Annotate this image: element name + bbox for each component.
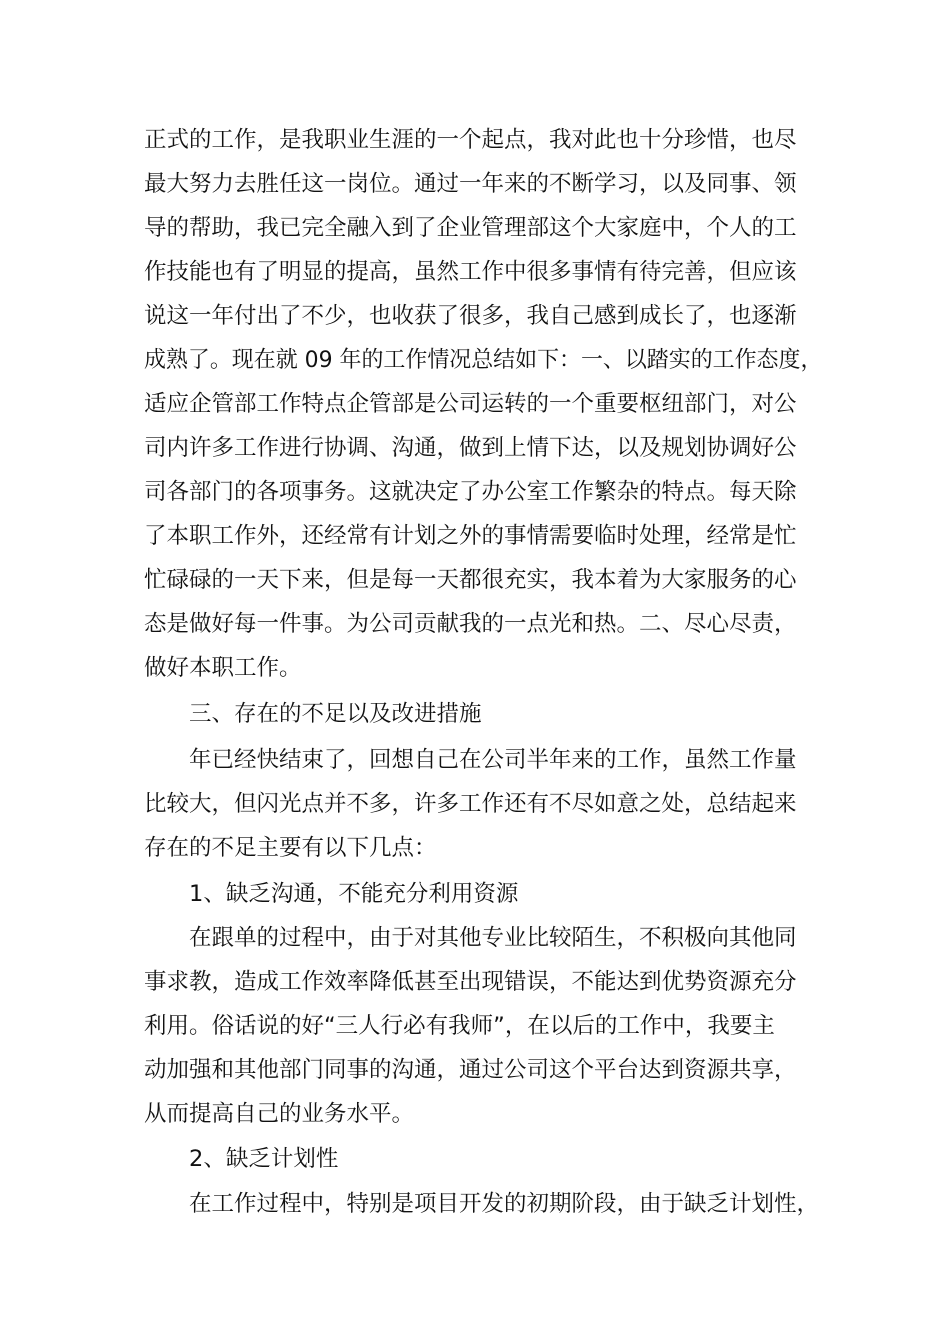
text-line: 年已经快结束了，回想自己在公司半年来的工作，虽然工作量: [189, 747, 797, 773]
text-line: 了本职工作外，还经常有计划之外的事情需要临时处理，经常是忙: [144, 523, 797, 549]
text-line: 做好本职工作。: [144, 655, 302, 681]
subsection-heading: 2、缺乏计划性: [189, 1146, 339, 1172]
text-line: 在工作过程中，特别是项目开发的初期阶段，由于缺乏计划性，: [189, 1191, 820, 1217]
section-heading: 三、存在的不足以及改进措施: [189, 701, 482, 727]
text-line: 司内许多工作进行协调、沟通，做到上情下达，以及规划协调好公: [144, 435, 797, 461]
text-line: 在跟单的过程中，由于对其他专业比较陌生，不积极向其他同: [189, 925, 797, 951]
text-line: 成熟了。现在就 09 年的工作情况总结如下：一、以踏实的工作态度，: [144, 347, 823, 373]
text-line: 正式的工作，是我职业生涯的一个起点，我对此也十分珍惜，也尽: [144, 127, 797, 153]
text-line: 态是做好每一件事。为公司贡献我的一点光和热。二、尽心尽责，: [144, 611, 797, 637]
text-line: 说这一年付出了不少，也收获了很多，我自己感到成长了，也逐渐: [144, 303, 797, 329]
text-line: 存在的不足主要有以下几点：: [144, 835, 437, 861]
text-line: 司各部门的各项事务。这就决定了办公室工作繁杂的特点。每天除: [144, 479, 797, 505]
text-line: 适应企管部工作特点企管部是公司运转的一个重要枢纽部门，对公: [144, 391, 797, 417]
text-line: 导的帮助，我已完全融入到了企业管理部这个大家庭中，个人的工: [144, 215, 797, 241]
text-line: 作技能也有了明显的提高，虽然工作中很多事情有待完善，但应该: [144, 259, 797, 285]
text-line: 忙碌碌的一天下来，但是每一天都很充实，我本着为大家服务的心: [144, 567, 797, 593]
text-line: 比较大，但闪光点并不多，许多工作还有不尽如意之处，总结起来: [144, 791, 797, 817]
text-line: 动加强和其他部门同事的沟通，通过公司这个平台达到资源共享，: [144, 1057, 797, 1083]
text-line: 最大努力去胜任这一岗位。通过一年来的不断学习，以及同事、领: [144, 171, 797, 197]
text-line: 事求教，造成工作效率降低甚至出现错误，不能达到优势资源充分: [144, 969, 797, 995]
text-line: 利用。俗话说的好“三人行必有我师”，在以后的工作中，我要主: [144, 1013, 775, 1039]
subsection-heading: 1、缺乏沟通，不能充分利用资源: [189, 881, 519, 907]
text-line: 从而提高自己的业务水平。: [144, 1101, 415, 1127]
